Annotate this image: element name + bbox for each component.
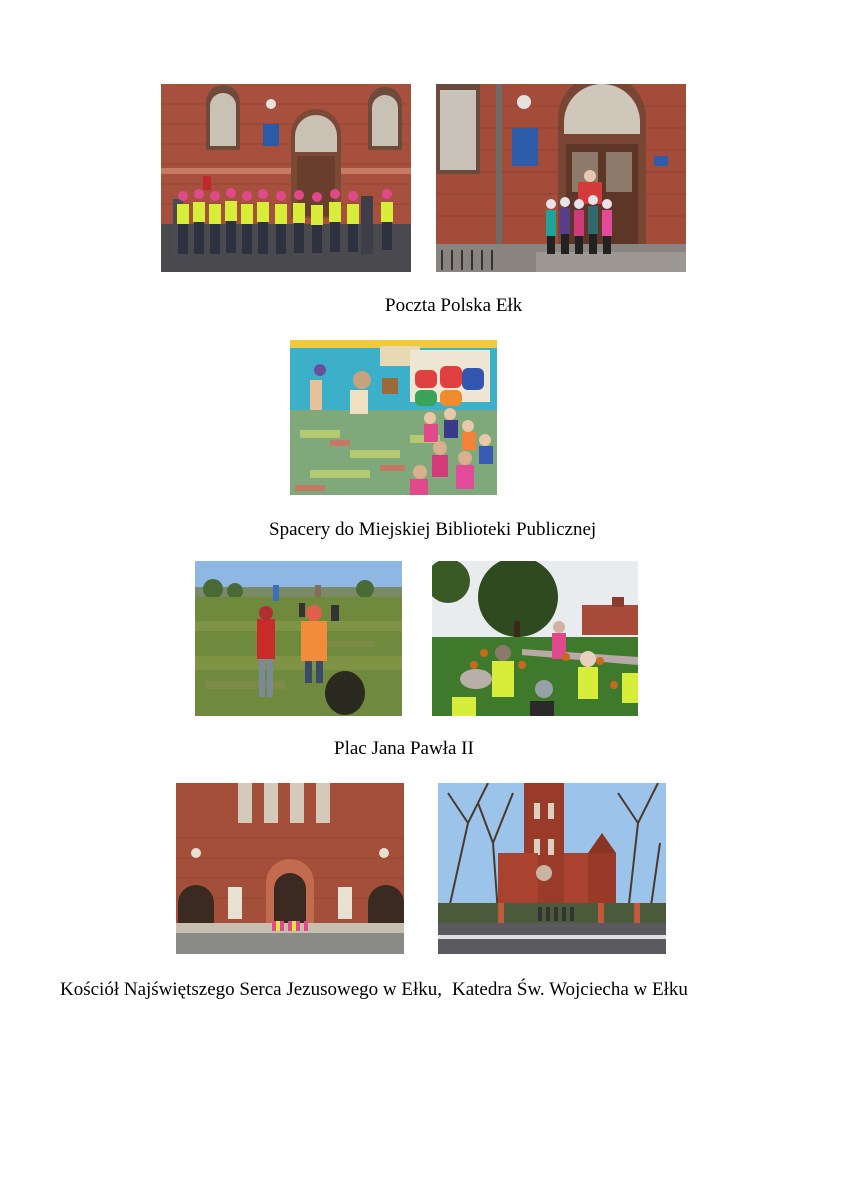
plac-children-photo (195, 561, 402, 716)
caption-katedra: Katedra Św. Wojciecha w Ełku (452, 979, 688, 1000)
church-facade-photo (176, 783, 404, 954)
plac-leaves-photo (432, 561, 638, 716)
caption-plac-jana-pawla: Plac Jana Pawła II (334, 738, 474, 759)
caption-kosciol: Kościół Najświętszego Serca Jezusowego w Ełku, (60, 979, 443, 1000)
cathedral-photo (438, 783, 666, 954)
caption-poczta-polska: Poczta Polska Ełk (385, 295, 523, 316)
caption-biblioteka: Spacery do Miejskiej Biblioteki Publicznej (269, 519, 597, 540)
library-reading-photo (290, 340, 497, 495)
poczta-polska-group-photo (161, 84, 411, 272)
poczta-polska-entrance-photo (436, 84, 686, 272)
